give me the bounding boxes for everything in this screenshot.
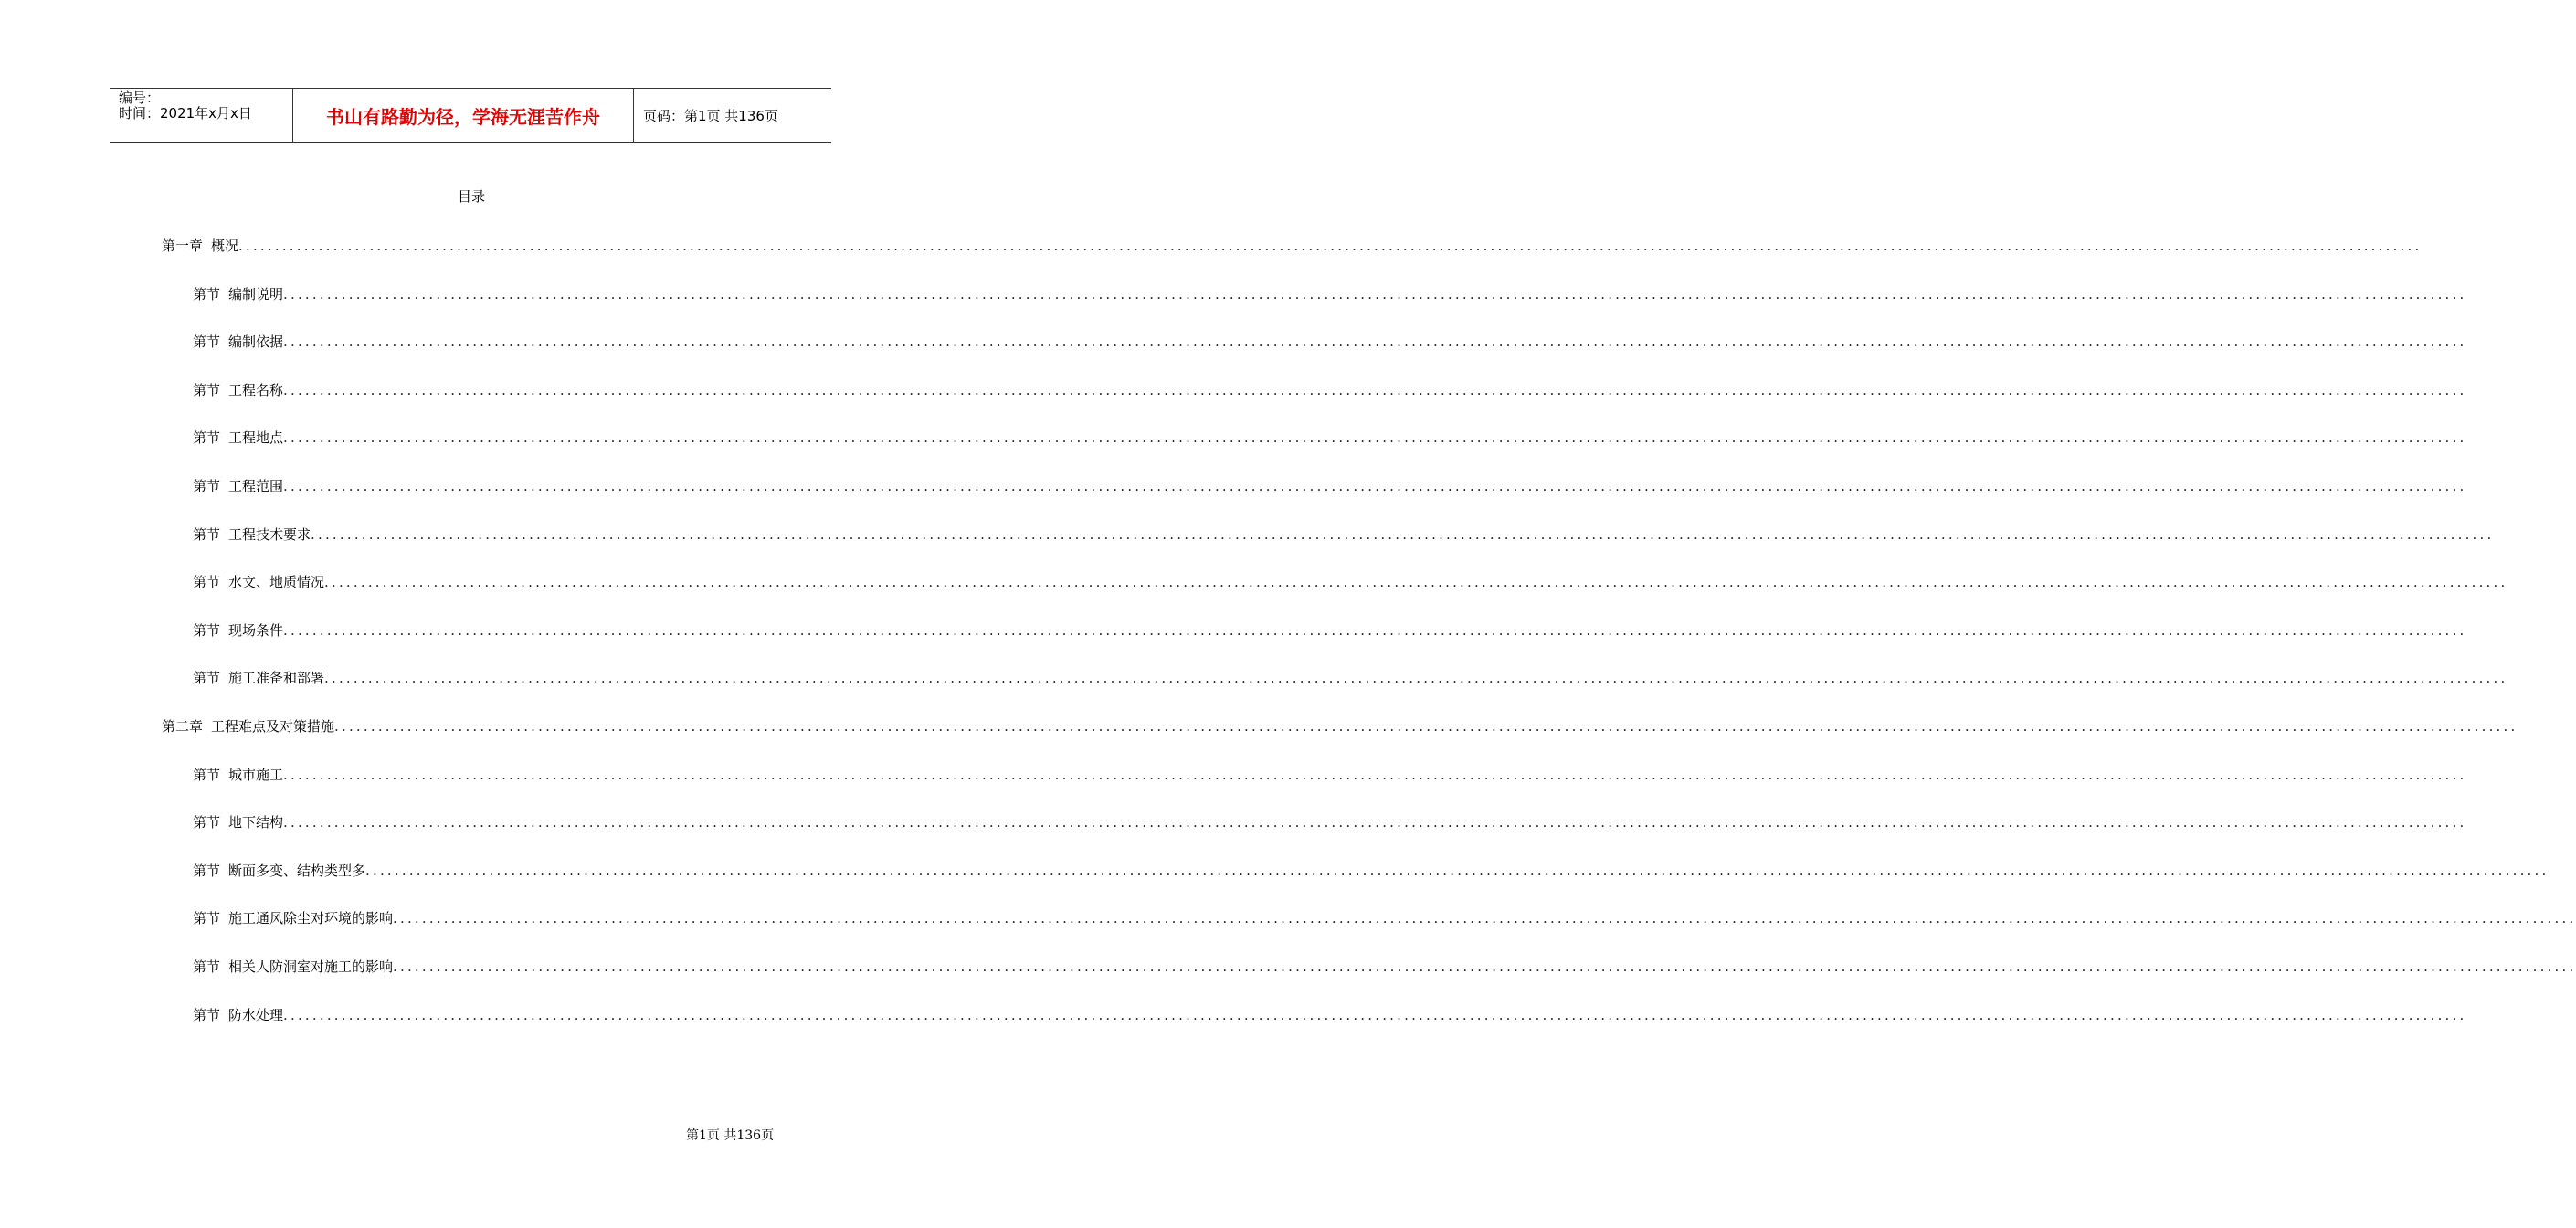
toc-entry-label: 第节 <box>193 670 221 687</box>
toc-section-entry[interactable] <box>193 957 2576 977</box>
toc-dot-leader: ............................................................................................................................................................................................................................................................................................................ <box>283 478 2467 494</box>
document-number-label: 编号： <box>119 90 161 106</box>
toc-dot-leader: ............................................................................................................................................................................................................................................................................................................ <box>283 814 2467 831</box>
toc-entry-title: 工程地点 <box>228 429 284 447</box>
toc-entry-title: 相关人防洞室对施工的影响 <box>228 958 394 975</box>
toc-dot-leader: ............................................................................................................................................................................................................................................................................................................ <box>283 766 2467 783</box>
toc-dot-leader: ............................................................................................................................................................................................................................................................................................................ <box>334 718 2518 735</box>
toc-section-entry[interactable] <box>193 380 2467 400</box>
toc-section-entry[interactable] <box>193 284 2467 304</box>
toc-entry-label: 第节 <box>193 525 221 543</box>
toc-entry-label: 第节 <box>193 333 221 351</box>
toc-entry-title: 施工准备和部署 <box>228 670 325 687</box>
toc-dot-leader: ............................................................................................................................................................................................................................................................................................................ <box>283 285 2467 302</box>
toc-dot-leader: ............................................................................................................................................................................................................................................................................................................ <box>283 621 2467 639</box>
toc-entry-label: 第节 <box>193 958 221 975</box>
toc-entry-label: 第节 <box>193 814 221 831</box>
toc-entry-label: 第节 <box>193 478 221 494</box>
toc-chapter-entry[interactable] <box>162 236 2423 256</box>
toc-dot-leader: ............................................................................................................................................................................................................................................................................................................ <box>324 670 2508 687</box>
toc-entry-title: 编制依据 <box>228 333 284 351</box>
document-header <box>110 88 831 143</box>
toc-section-entry[interactable] <box>193 668 2508 688</box>
document-time-label: 时间：2021年x月x日 <box>119 105 252 122</box>
toc-section-entry[interactable] <box>193 524 2495 545</box>
toc-section-entry[interactable] <box>193 861 2550 881</box>
toc-entry-title: 防水处理 <box>228 1006 284 1023</box>
toc-entry-label: 第节 <box>193 429 221 447</box>
toc-entry-label: 第节 <box>193 910 221 927</box>
toc-entry-label: 第节 <box>193 574 221 591</box>
toc-dot-leader: ............................................................................................................................................................................................................................................................................................................ <box>365 862 2550 879</box>
toc-entry-title: 工程技术要求 <box>228 525 311 543</box>
toc-entry-title: 城市施工 <box>228 766 284 783</box>
toc-entry-title: 概况 <box>211 238 239 254</box>
page-footer: 第1页 共136页 <box>686 1128 775 1143</box>
toc-title: 目录 <box>457 188 485 205</box>
toc-entry-title: 现场条件 <box>228 621 284 639</box>
toc-entry-label: 第节 <box>193 862 221 879</box>
toc-dot-leader: ............................................................................................................................................................................................................................................................................................................ <box>283 381 2467 398</box>
toc-entry-label: 第节 <box>193 621 221 639</box>
toc-entry-label: 第二章 <box>162 718 204 735</box>
toc-dot-leader: ............................................................................................................................................................................................................................................................................................................ <box>324 574 2508 591</box>
toc-entry-label: 第节 <box>193 285 221 302</box>
toc-entry-title: 工程范围 <box>228 478 284 494</box>
toc-section-entry[interactable] <box>193 572 2508 592</box>
toc-section-entry[interactable] <box>193 1005 2467 1025</box>
toc-entry-title: 地下结构 <box>228 814 284 831</box>
toc-section-entry[interactable] <box>193 908 2576 928</box>
toc-dot-leader: ............................................................................................................................................................................................................................................................................................................ <box>283 1006 2467 1023</box>
toc-section-entry[interactable] <box>193 765 2467 785</box>
toc-dot-leader: ............................................................................................................................................................................................................................................................................................................ <box>283 333 2467 351</box>
toc-section-entry[interactable] <box>193 332 2467 352</box>
toc-entry-label: 第节 <box>193 381 221 398</box>
toc-dot-leader: ............................................................................................................................................................................................................................................................................................................ <box>311 525 2495 543</box>
toc-section-entry[interactable] <box>193 428 2467 448</box>
toc-entry-title: 工程难点及对策措施 <box>211 718 335 735</box>
toc-dot-leader: ............................................................................................................................................................................................................................................................................................................ <box>393 910 2576 927</box>
toc-entry-title: 施工通风除尘对环境的影响 <box>228 910 394 927</box>
header-page-code: 页码：第1页 共136页 <box>643 107 778 124</box>
toc-dot-leader: ............................................................................................................................................................................................................................................................................................................ <box>283 429 2467 447</box>
toc-entry-title: 断面多变、结构类型多 <box>228 862 366 879</box>
toc-chapter-entry[interactable] <box>162 716 2518 736</box>
toc-dot-leader: ............................................................................................................................................................................................................................................................................................................ <box>393 958 2576 975</box>
toc-section-entry[interactable] <box>193 620 2467 640</box>
toc-section-entry[interactable] <box>193 812 2467 832</box>
toc-entry-title: 编制说明 <box>228 285 284 302</box>
header-motto: 书山有路勤为径，学海无涯苦作舟 <box>293 89 634 142</box>
toc-entry-label: 第一章 <box>162 238 204 254</box>
toc-section-entry[interactable] <box>193 476 2467 496</box>
toc-entry-title: 工程名称 <box>228 381 284 398</box>
toc-entry-label: 第节 <box>193 766 221 783</box>
toc-dot-leader: ............................................................................................................................................................................................................................................................................................................ <box>238 238 2423 254</box>
toc-entry-label: 第节 <box>193 1006 221 1023</box>
header-meta-cell <box>110 89 293 142</box>
toc-entry-title: 水文、地质情况 <box>228 574 325 591</box>
